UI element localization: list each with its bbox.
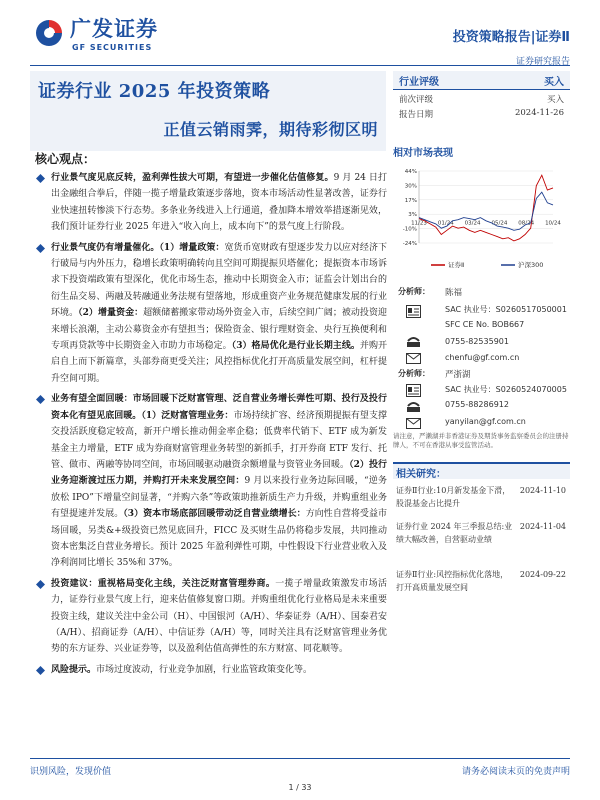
id-card-icon [406,384,421,397]
point-3 [35,391,387,571]
chart-y-tick-label: 30% [404,183,417,190]
chart-y-tick-label: 3% [408,212,417,219]
chart-y-tick-label: -10% [402,226,417,233]
header-divider [30,65,570,66]
point-1-text: 9 月 24 日打出金融组合拳后，伴随一揽子增量政策逐步落地，资本市场活动性显著改善，证券行业快速扭转惨淡下行态势。多条业务线进入上行通道，叠加降本增效举措逐渐见效，我们预计证券行业 2025 年进入“收入向上，成本向下”的景气度上行阶段。 [51,173,387,233]
logo-text-cn: 广发证券 [70,17,158,41]
point-2-heading: 行业景气度仍有增量催化。（1）增量政策： [51,242,225,253]
point-5 [35,662,387,678]
related-item-text[interactable]: 证券行业 2024 年三季报总结:业绩大幅改善，自营驱动业绩 [396,522,513,544]
bullet-icon [36,395,45,404]
prev-rating-value: 买入 [546,95,564,105]
point-2-text-a: 宽货币宽财政有望逐步发力以应对经济下行破局与内外压力，稳增长政策明确转向且空间可期提振贝塔催化；提振资本市场诉求下投资端政策有望深化，优化市场生态，推动中长期资金入市；证监会计划出台的衍生品交易、两融及转融通业务法规有望落地，形成重资产业务规范健康发展的行业环境。 [51,242,387,319]
chart-legend-label: 证券Ⅱ [448,261,465,269]
point-4-heading: 投资建议：重视格局变化主线，关注泛财富管理券商。 [51,578,276,589]
analyst-1-phone: 0755-82535901 [445,337,509,346]
report-date-row [393,105,570,120]
chart-x-tick-label: 08/24 [518,220,535,227]
point-3-subheading-a: （1）泛财富管理业务： [141,410,234,421]
chart-x-tick-label: 03/24 [464,220,481,227]
analyst-1-email: chenfu@gf.com.cn [445,353,520,362]
point-5-text: 市场过度波动，行业竞争加剧，行业监管政策变化等。 [96,664,313,675]
email-icon [406,352,421,365]
point-2-subheading-b: （2）增量资金： [78,308,144,319]
related-item-date: 2024-11-04 [519,522,566,531]
report-header [453,26,570,67]
report-date-value: 2024-11-26 [514,108,564,118]
chart-y-tick-label: -24% [402,241,417,247]
analyst-disclaimer: 请注意，严濑湖并非香港证券及期货事务监察委员会的注册持牌人，不可在香港从事受监管活动。 [393,432,569,449]
report-subtype: 证券研究报告 [515,57,570,67]
rating-header [393,71,570,90]
analyst-2-phone: 0755-88286912 [445,400,509,409]
point-3-subheading-c: （3）资本市场底部回暖带动泛自营业绩增长： [123,509,306,520]
phone-icon [406,400,421,413]
analyst-2-name: 严浙湖 [445,370,471,380]
gf-logo-icon [34,18,64,48]
chart-x-tick-label: 10/24 [545,220,561,227]
related-item-date: 2024-11-10 [519,486,566,495]
chart-x-tick-label: 11/23 [411,220,427,227]
id-card-icon [406,305,421,318]
related-research-title: 相关研究： [393,462,570,479]
bullet-icon [36,580,45,589]
market-chart [393,165,570,277]
logo-text-en: GF SECURITIES [72,43,153,52]
point-2-subheading-c: （3）格局优化是行业长期主线。 [231,341,360,352]
point-3-text-b: 9 月以来投行业务边际回暖，“逆务放松 IPO”下增量空间显著，“并购六条”等政策助推新质生产力升级，并购重组业务有望提速并发展。 [51,476,387,520]
point-2-text-c: 并购开启自上而下新篇章，头部券商更受关注；风控指标优化打开高质量发展空间，杠杆提升空间可期。 [51,341,387,384]
market-chart-title: 相对市场表现 [393,148,453,159]
related-item-text[interactable]: 证券Ⅱ行业:10月新发基金下滑，股混基金占比提升 [396,486,511,508]
analyst-1-sac: SAC 执业号：S0260517050001 [445,305,567,314]
phone-icon [406,335,421,348]
analyst-label: 分析师： [398,287,430,296]
chart-legend-label: 沪深300 [518,261,544,269]
rating-value: 买入 [544,76,564,88]
page-number: 1 / 33 [288,783,312,792]
chart-y-tick-label: 44% [404,169,417,175]
bullet-icon [36,174,45,183]
analyst-2-sac: SAC 执业号：S0260524070005 [445,385,567,394]
bullet-icon [36,666,45,675]
core-views-title: 核心观点： [35,152,96,166]
chart-x-tick-label: 01/24 [437,220,454,227]
prev-rating-label: 前次评级 [399,95,434,105]
analyst-2-row [393,368,570,382]
point-3-text-a: 市场持续扩容、经济预期提振有望支撑交投活跃度稳定较高，新开户增长推动佣金率企稳；低费率代销下、ETF 成为新发基金主力增量，ETF 成为券商财富管理业务转型的新抓手，打开券商 ETF 发行、托管、做市、两融等协同空间，市场回暖驱动融资余额增量与资管业务回暖。 [51,410,387,470]
point-2 [35,240,387,388]
prev-rating-row [393,90,570,105]
point-3-subheading-b: （2）投行业务迎渐渡过压力期，并购打开未来发展空间： [51,459,387,487]
rating-label: 行业评级 [399,76,439,88]
report-title: 证券行业 2025 年投资策略 [38,81,271,102]
chart-y-tick-label: 17% [404,197,417,204]
point-3-heading: 业务有望全面回暖：市场回暖下泛财富管理、泛自营业务增长弹性可期、投行及投行资本化有望见底回暖。 [51,394,387,421]
point-4-text: 一揽子增量政策激发市场活力，证券行业景气度上行，迎来估值修复窗口期。并购重组优化行业格局是未来重要投资主线，建议关注中金公司（H）、中国银河（A/H）、华泰证券（A/H）、国泰君安（A/H）、招商证券（A/H）、中信证券（A/H）等，同时关注具有泛财富管理业务优势的东方证券、兴业证券等，以及盈利估值高弹性的东方财富、同花顺等。 [51,578,387,655]
analyst-1-row [393,286,570,300]
chart-x-tick-label: 05/24 [491,220,508,227]
gf-logo [34,16,164,54]
analyst-2-email: yanyilan@gf.com.cn [445,417,526,426]
chart-series-line [419,175,553,241]
report-type: 投资策略报告|证券Ⅱ [452,30,570,45]
related-item-text[interactable]: 证券Ⅱ行业:风控指标优化落地，打开高质量发展空间 [396,570,509,592]
analyst-1-name: 陈福 [445,288,463,298]
email-icon [406,417,421,430]
point-1-heading: 行业景气度见底反转，盈利弹性拔大可期，有望进一步催化估值修复。 [51,173,334,183]
analyst-1-sfc: SFC CE No. BOB667 [445,320,525,329]
core-views-body [35,170,387,682]
report-subtitle: 正值云销雨霁，期待彩彻区明 [163,120,378,139]
point-3-text-c: 方向性自营将受益市场回暖，另类&+级投资已然见底回升，FICC 及买财生品仍将稳步发展，共同推动资本密集泛自营业务增长。预计 2025 年盈利弹性可期，中性假设下行业营业收入及净利润同比增长 35%和 37%。 [51,509,387,569]
bullet-icon [36,244,45,253]
analyst-label-2: 分析师： [398,369,430,378]
title-band [30,71,386,151]
point-1 [35,170,387,236]
point-4 [35,576,387,658]
rating-box [393,71,570,127]
footer-disclaimer-link[interactable]: 请务必阅读末页的免责声明 [461,767,570,777]
footer-divider [30,758,570,759]
point-2-text-b: 超额储蓄搬家带动场外资金入市，后续空间广阔；被动投资迎来增长浪潮，主动公募资金亦有望担当；保险资金、银行理财资金、央行互换便利和专项再贷款等中长期资金入市助力市场稳定。 [51,308,387,352]
footer-slogan: 识别风险，发现价值 [30,767,112,777]
point-5-heading: 风险提示。 [51,664,97,675]
report-date-label: 报告日期 [399,110,434,120]
related-item-date: 2024-09-22 [519,570,566,579]
